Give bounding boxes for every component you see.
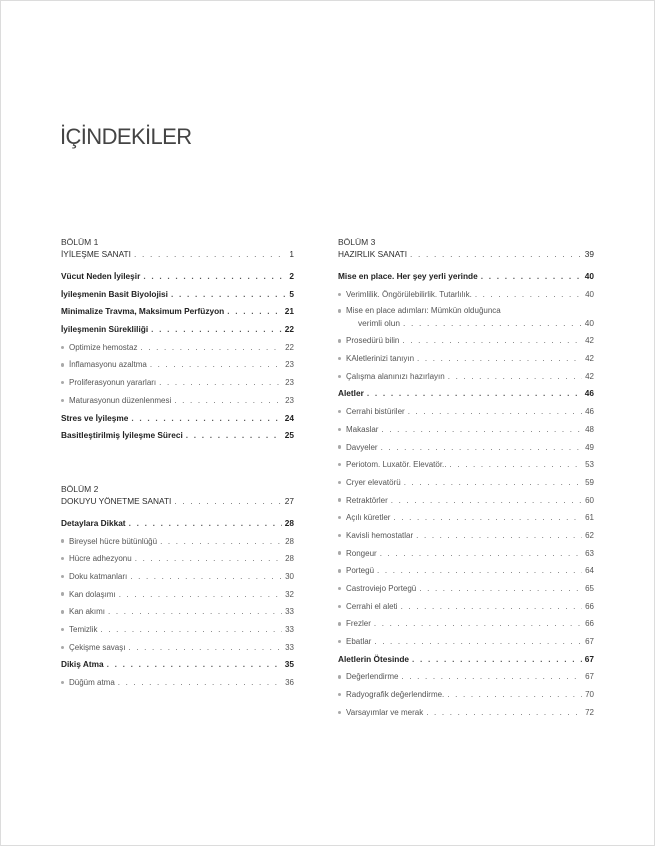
toc-sub-entry[interactable] [61, 568, 294, 586]
bullet-icon [61, 346, 64, 349]
bullet-icon [61, 628, 64, 631]
toc-sub-entry[interactable] [61, 639, 294, 657]
dot-leader [374, 633, 582, 651]
entry-text: Açılı küretler [346, 513, 391, 523]
dot-leader [419, 580, 582, 598]
toc-sub-entry[interactable] [338, 439, 594, 457]
entry-text: Düğüm atma [69, 678, 115, 688]
bullet-icon [61, 681, 64, 684]
toc-sub-entry[interactable] [338, 704, 594, 722]
dot-leader [401, 668, 582, 686]
entry-label [338, 421, 378, 439]
entry-label [61, 392, 171, 410]
dot-leader [367, 385, 582, 403]
chapter-heading [338, 236, 594, 260]
entry-label [61, 515, 126, 533]
dot-leader [160, 533, 282, 551]
entry-text: İYİLEŞME SANATI [61, 249, 131, 259]
entry-label [61, 286, 168, 304]
dot-leader [174, 495, 281, 507]
entry-page-number: 25 [284, 430, 294, 441]
dot-leader [130, 568, 282, 586]
entry-text: Çalışma alanınızı hazırlayın [346, 371, 445, 381]
entry-label [338, 668, 398, 686]
bullet-icon [61, 399, 64, 402]
dot-leader [404, 474, 582, 492]
toc-sub-entry[interactable] [338, 598, 594, 616]
spacer [338, 260, 594, 268]
chapter-title[interactable] [338, 248, 594, 260]
toc-right-column [338, 236, 594, 722]
entry-label [338, 403, 405, 421]
entry-text: Proliferasyonun yararları [69, 378, 157, 388]
bullet-icon [338, 569, 341, 572]
entry-text: Rongeur [346, 548, 377, 558]
toc-sub-entry[interactable] [338, 350, 594, 368]
entry-label [61, 248, 131, 260]
entry-text: Cerrahi el aleti [346, 601, 398, 611]
toc-main-entry[interactable] [338, 651, 594, 669]
entry-text: Kan dolaşımı [69, 589, 116, 599]
entry-label [338, 615, 371, 633]
entry-page-number: 36 [285, 678, 294, 688]
dot-leader [135, 550, 282, 568]
dot-leader [391, 492, 582, 510]
toc-sub-entry[interactable] [61, 550, 294, 568]
toc-sub-entry[interactable] [61, 586, 294, 604]
entry-text: Radyografik değerlendirme. [346, 690, 445, 700]
dot-leader [129, 515, 282, 533]
bullet-icon [338, 410, 341, 413]
entry-page-number: 46 [584, 388, 594, 399]
dot-leader [377, 562, 582, 580]
entry-label [338, 385, 364, 403]
entry-text: Kan akımı [69, 607, 106, 617]
entry-label [338, 562, 374, 580]
entry-text: KAletlerinizi tanıyın [346, 354, 415, 364]
dot-leader [475, 286, 582, 304]
entry-label [338, 286, 472, 304]
dot-leader [171, 286, 286, 304]
toc-main-entry[interactable] [61, 321, 294, 339]
entry-page-number: 67 [585, 637, 594, 647]
entry-text: Çekişme savaşı [69, 642, 126, 652]
entry-label [61, 268, 140, 286]
toc-sub-entry[interactable] [338, 633, 594, 651]
entry-label [61, 621, 97, 639]
entry-label [61, 586, 116, 604]
entry-label [61, 533, 157, 551]
spacer [61, 507, 294, 515]
entry-text: Stres ve İyileşme [61, 412, 129, 423]
dot-leader [140, 339, 282, 357]
chapter-number: BÖLÜM 2 [61, 483, 99, 494]
toc-sub-entry-multiline[interactable] [338, 303, 594, 332]
entry-page-number: 40 [585, 289, 594, 299]
entry-page-number: 72 [585, 707, 594, 717]
dot-leader [100, 621, 282, 639]
bullet-icon [338, 551, 341, 554]
entry-text: Dikiş Atma [61, 659, 104, 670]
entry-page-number: 67 [584, 653, 594, 664]
dot-leader [412, 651, 582, 669]
chapter-title[interactable] [61, 495, 294, 507]
entry-line2[interactable] [338, 317, 594, 329]
bullet-icon [338, 693, 341, 696]
entry-text: İyileşmenin Sürekliliği [61, 324, 149, 335]
toc-sub-entry[interactable] [338, 527, 594, 545]
entry-label [338, 509, 390, 527]
bullet-icon [338, 339, 341, 342]
entry-page-number: 40 [584, 318, 594, 329]
entry-text: HAZIRLIK SANATI [338, 249, 408, 259]
toc-sub-entry[interactable] [61, 374, 294, 392]
dot-leader [401, 598, 583, 616]
bullet-icon [61, 575, 64, 578]
entry-text: Retraktörler [346, 495, 388, 505]
toc-sub-entry[interactable] [338, 456, 594, 474]
entry-label [61, 410, 128, 428]
entry-page-number: 33 [285, 607, 294, 617]
entry-page-number: 40 [584, 271, 594, 281]
entry-label [338, 350, 414, 368]
entry-text: Aletler [338, 388, 364, 399]
entry-label [61, 639, 125, 657]
chapter-heading [61, 483, 294, 507]
page-title: İÇİNDEKİLER [60, 124, 192, 149]
entry-text: Prosedürü bilin [346, 336, 400, 346]
entry-page-number: 28 [284, 517, 294, 528]
dot-leader [381, 421, 582, 439]
dot-leader [128, 639, 282, 657]
entry-text: Doku katmanları [69, 571, 128, 581]
entry-page-number: 23 [285, 378, 294, 388]
bullet-icon [338, 516, 341, 519]
entry-text: DOKUYU YÖNETME SANATI [61, 495, 172, 506]
entry-page-number: 24 [284, 412, 294, 423]
toc-main-entry[interactable] [61, 656, 294, 674]
dot-leader [374, 615, 582, 633]
entry-page-number: 28 [285, 536, 294, 546]
dot-leader [426, 704, 582, 722]
entry-text: İyileşmenin Basit Biyolojisi [61, 288, 168, 299]
entry-page-number: 2 [289, 271, 294, 281]
bullet-icon [338, 428, 341, 431]
dot-leader [134, 248, 286, 260]
entry-text: Optimize hemostaz [69, 342, 138, 352]
dot-leader [150, 356, 282, 374]
dot-leader [186, 427, 282, 445]
entry-page-number: 61 [585, 513, 594, 523]
dot-leader [108, 603, 282, 621]
toc-main-entry[interactable] [338, 385, 594, 403]
entry-page-number: 33 [285, 642, 294, 652]
bullet-icon [338, 711, 341, 714]
toc-main-entry[interactable] [61, 515, 294, 533]
toc-sub-entry[interactable] [61, 533, 294, 551]
entry-text: Aletlerin Ötesinde [338, 653, 410, 664]
toc-sub-entry[interactable] [61, 603, 294, 621]
entry-page-number: 42 [585, 354, 594, 364]
bullet-icon [338, 481, 341, 484]
entry-label [338, 317, 400, 329]
entry-page-number: 32 [285, 589, 294, 599]
entry-label [338, 633, 371, 651]
toc-sub-entry[interactable] [338, 668, 594, 686]
entry-label [338, 527, 413, 545]
entry-page-number: 42 [585, 336, 594, 346]
bullet-icon [61, 557, 64, 560]
entry-text: Verimlilik. Öngörülebilirlik. Tutarlılık. [346, 289, 472, 299]
dot-leader [417, 350, 582, 368]
toc-sub-entry[interactable] [61, 356, 294, 374]
entry-text: Temizlik [69, 625, 98, 634]
toc-sub-entry[interactable] [61, 392, 294, 410]
entry-page-number: 22 [285, 342, 294, 352]
bullet-icon [61, 646, 64, 649]
entry-text: Hücre adhezyonu [69, 554, 132, 564]
entry-label [338, 474, 401, 492]
entry-page-number: 62 [585, 530, 594, 540]
dot-leader [381, 439, 583, 457]
entry-text: Minimalize Travma, Maksimum Perfüzyon [61, 306, 225, 317]
dot-leader [174, 392, 282, 410]
entry-page-number: 66 [585, 619, 594, 629]
bullet-icon [338, 375, 341, 378]
entry-label [61, 339, 137, 357]
dot-leader [450, 456, 583, 474]
toc-main-entry[interactable] [338, 268, 594, 286]
entry-label [61, 356, 147, 374]
spacer [61, 445, 294, 483]
entry-text: Castroviejo Portegü [346, 584, 417, 593]
toc-sub-entry[interactable] [338, 562, 594, 580]
entry-page-number: 21 [284, 306, 294, 317]
dot-leader [143, 268, 286, 286]
bullet-icon [338, 622, 341, 625]
entry-label [338, 651, 409, 669]
entry-text: Vücut Neden İyileşir [61, 271, 141, 281]
entry-text: Bireysel hücre bütünlüğü [69, 536, 158, 546]
dot-leader [118, 674, 282, 692]
toc-sub-entry[interactable] [61, 621, 294, 639]
entry-text: Cryer elevatörü [346, 477, 401, 487]
entry-label [338, 268, 478, 286]
toc-sub-entry[interactable] [338, 686, 594, 704]
entry-text-line1: Mise en place adımları: Mümkün olduğunca [346, 306, 501, 316]
entry-page-number: 5 [289, 288, 294, 299]
dot-leader [448, 368, 582, 386]
bullet-icon [338, 534, 341, 537]
toc-sub-entry[interactable] [338, 286, 594, 304]
toc-sub-entry[interactable] [338, 332, 594, 350]
entry-text: Makaslar [346, 424, 379, 434]
chapter-number: BÖLÜM 1 [61, 237, 99, 247]
toc-main-entry[interactable] [61, 303, 294, 321]
dot-leader [416, 527, 582, 545]
entry-page-number: 53 [585, 460, 594, 470]
dot-leader [481, 268, 582, 286]
spacer [61, 260, 294, 268]
entry-page-number: 1 [289, 249, 294, 259]
bullet-icon [61, 363, 64, 366]
entry-label [61, 550, 132, 568]
toc-sub-entry[interactable] [338, 509, 594, 527]
bullet-icon [338, 445, 341, 448]
bullet-icon [338, 463, 341, 466]
entry-page-number: 70 [585, 690, 594, 700]
entry-text: Varsayımlar ve merak [346, 707, 424, 717]
bullet-icon [338, 357, 341, 360]
chapter-heading [61, 236, 294, 260]
dot-leader [380, 545, 582, 563]
entry-text: Basitleştirilmiş İyileşme Süreci [61, 430, 183, 441]
entry-page-number: 66 [585, 601, 594, 611]
dot-leader [107, 656, 282, 674]
bullet-icon [338, 587, 341, 590]
bullet-icon [61, 592, 64, 595]
entry-label [338, 439, 378, 457]
entry-page-number: 22 [284, 324, 294, 335]
entry-page-number: 63 [585, 548, 594, 558]
dot-leader [393, 509, 582, 527]
entry-label [61, 603, 105, 621]
bullet-icon [338, 605, 341, 608]
toc-sub-entry[interactable] [338, 368, 594, 386]
dot-leader [131, 410, 281, 428]
toc-sub-entry[interactable] [338, 615, 594, 633]
dot-leader [159, 374, 282, 392]
entry-label [61, 321, 148, 339]
entry-label [61, 374, 156, 392]
entry-label [338, 332, 399, 350]
entry-label [338, 456, 447, 474]
entry-text: Periotom. Luxatör. Elevatör.. [346, 460, 447, 470]
dot-leader [151, 321, 282, 339]
toc-sub-entry[interactable] [338, 545, 594, 563]
entry-text: Cerrahi bistüriler [346, 407, 405, 417]
entry-page-number: 49 [585, 442, 594, 452]
entry-label [338, 704, 423, 722]
entry-page-number: 67 [585, 672, 594, 682]
entry-page-number: 46 [585, 407, 594, 417]
entry-label [338, 248, 407, 260]
entry-label [61, 303, 224, 321]
toc-main-entry[interactable] [61, 268, 294, 286]
entry-text: Değerlendirme [346, 672, 399, 682]
entry-page-number: 30 [285, 571, 294, 581]
chapter-title[interactable] [61, 248, 294, 260]
toc-main-entry[interactable] [61, 286, 294, 304]
entry-label [61, 495, 171, 507]
entry-page-number: 35 [284, 659, 294, 670]
entry-page-number: 39 [584, 249, 594, 259]
toc-sub-entry[interactable] [338, 492, 594, 510]
toc-sub-entry[interactable] [61, 339, 294, 357]
toc-main-entry[interactable] [61, 410, 294, 428]
entry-text: Frezler [346, 619, 371, 629]
entry-label [338, 368, 445, 386]
entry-page-number: 48 [585, 424, 594, 434]
entry-label [338, 580, 416, 598]
entry-page-number: 23 [285, 360, 294, 370]
entry-page-number: 23 [285, 395, 294, 405]
dot-leader [410, 248, 582, 260]
entry-label [61, 674, 115, 692]
entry-text: Kavisli hemostatlar [346, 530, 414, 540]
toc-sub-entry[interactable] [338, 421, 594, 439]
entry-text: İnflamasyonu azaltma [69, 360, 147, 370]
entry-text: Ebatlar [346, 637, 372, 647]
entry-label [338, 492, 388, 510]
dot-leader [119, 586, 282, 604]
toc-sub-entry[interactable] [338, 403, 594, 421]
toc-sub-entry[interactable] [338, 580, 594, 598]
toc-main-entry[interactable] [61, 427, 294, 445]
bullet-icon [61, 381, 64, 384]
entry-page-number: 27 [284, 495, 294, 506]
entry-page-number: 65 [585, 584, 594, 593]
entry-page-number: 33 [285, 625, 294, 634]
dot-leader [408, 403, 582, 421]
bullet-icon [338, 293, 341, 296]
toc-left-column [61, 236, 294, 692]
entry-label [61, 568, 127, 586]
entry-label [61, 427, 183, 445]
dot-leader [227, 303, 282, 321]
entry-label [338, 545, 377, 563]
entry-page-number: 60 [585, 495, 594, 505]
toc-sub-entry[interactable] [338, 474, 594, 492]
chapter-number: BÖLÜM 3 [338, 237, 376, 247]
entry-page-number: 42 [585, 371, 594, 381]
bullet-icon [338, 498, 341, 501]
entry-text: Davyeler [346, 442, 378, 452]
dot-leader [402, 332, 582, 350]
toc-sub-entry[interactable] [61, 674, 294, 692]
entry-text: Portegü [346, 566, 375, 576]
dot-leader [447, 686, 582, 704]
entry-label [338, 598, 398, 616]
entry-text: Detaylara Dikkat [61, 517, 126, 528]
bullet-icon [61, 539, 64, 542]
bullet-icon [338, 640, 341, 643]
entry-page-number: 64 [585, 566, 594, 576]
entry-page-number: 28 [285, 554, 294, 564]
entry-label [61, 656, 104, 674]
bullet-icon [338, 675, 341, 678]
bullet-icon [61, 610, 64, 613]
entry-text: Mise en place. Her şey yerli yerinde [338, 271, 478, 281]
entry-label [338, 686, 444, 704]
entry-text: Maturasyonun düzenlenmesi [69, 395, 172, 405]
entry-text: verimli olun [358, 318, 400, 329]
entry-page-number: 59 [585, 477, 594, 487]
dot-leader [403, 317, 582, 329]
bullet-icon [338, 309, 341, 312]
